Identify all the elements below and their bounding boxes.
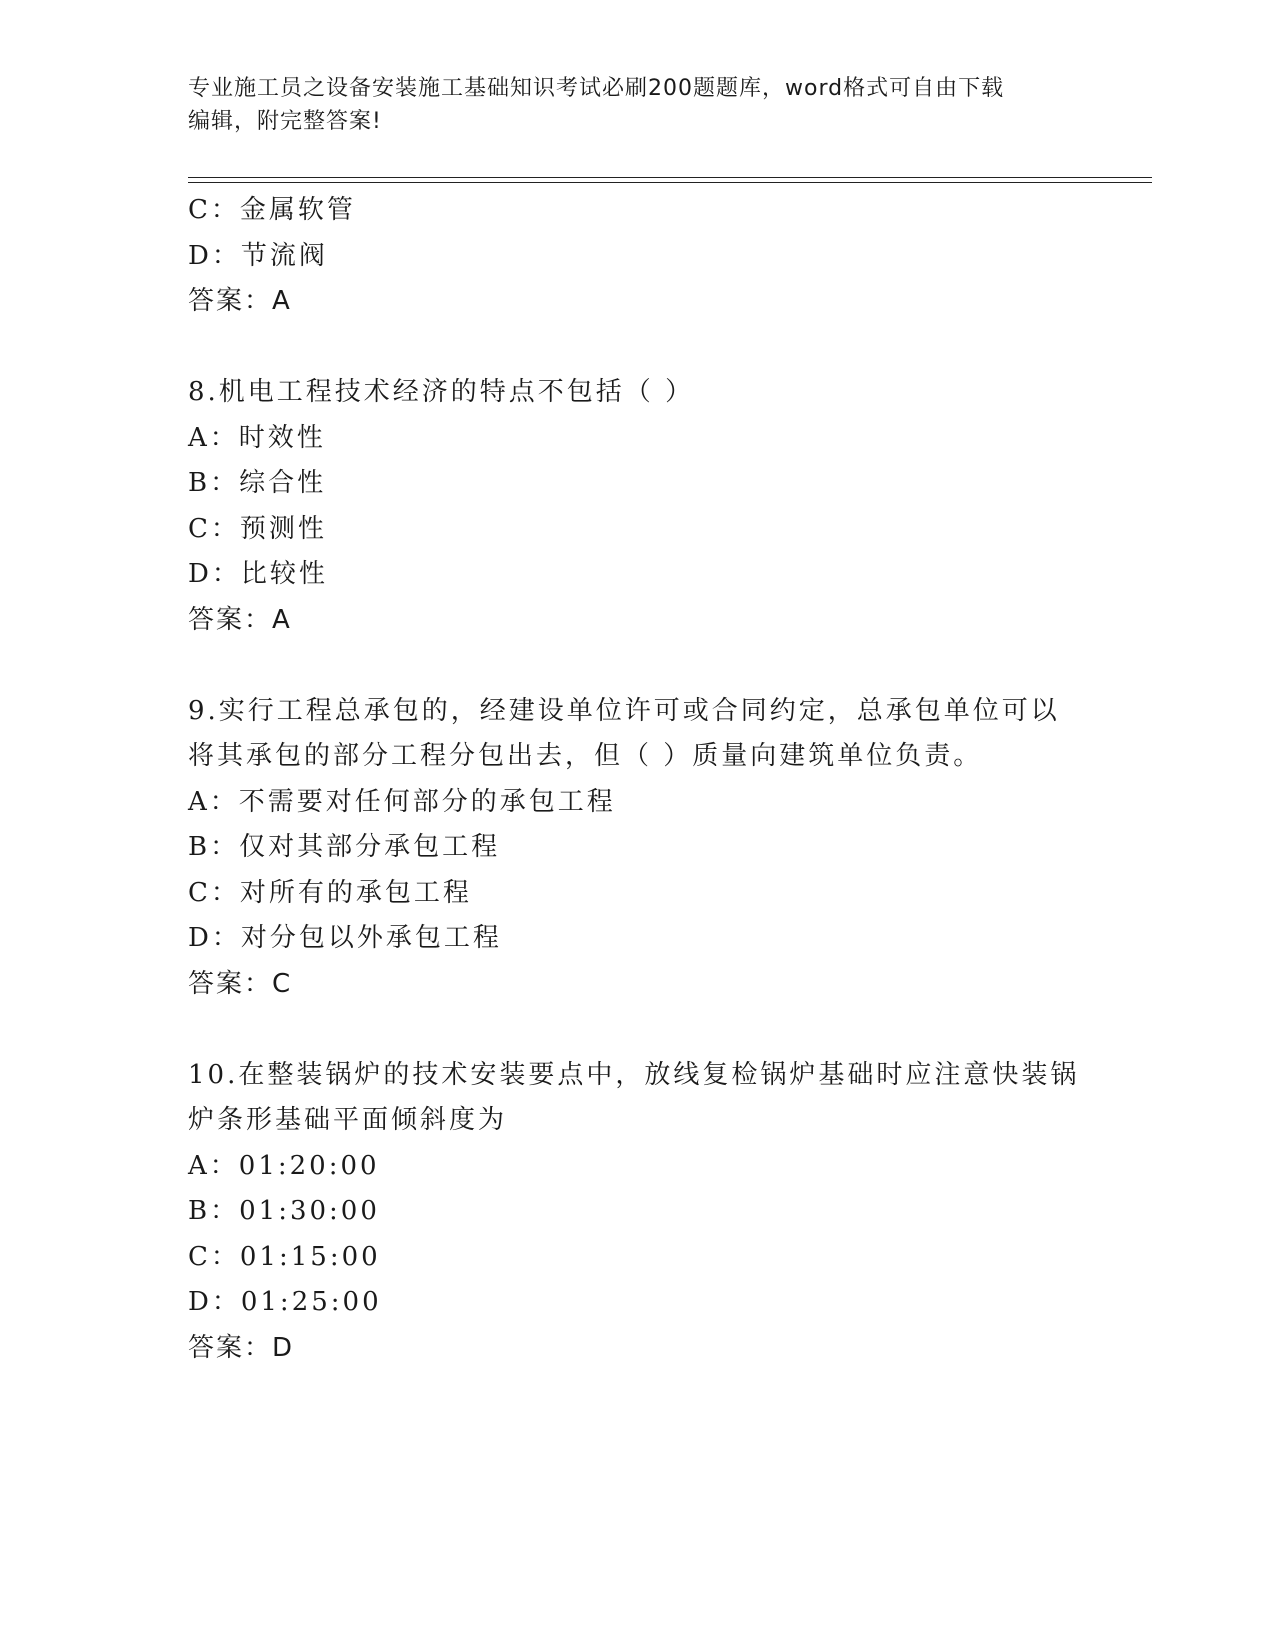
header-title-line-1: 专业施工员之设备安装施工基础知识考试必刷200题题库，word格式可自由下载 — [188, 76, 1005, 101]
prev-answer: 答案：A — [188, 286, 292, 316]
question-10-option-b: B：01:30:00 — [188, 1196, 380, 1226]
question-9-option-b: B：仅对其部分承包工程 — [188, 832, 501, 862]
question-8-option-c: C：预测性 — [188, 513, 327, 544]
question-9-option-a: A：不需要对任何部分的承包工程 — [188, 786, 616, 817]
question-10-option-c: C：01:15:00 — [188, 1241, 381, 1272]
prev-option-d: D：节流阀 — [188, 240, 328, 271]
question-8-stem: 8.机电工程技术经济的特点不包括（ ） — [188, 377, 695, 407]
question-8-option-a: A：时效性 — [188, 422, 326, 453]
document-header — [188, 72, 1068, 138]
prev-option-c: C：金属软管 — [188, 195, 356, 225]
question-10-answer: 答案：D — [188, 1332, 295, 1363]
previous-question-block — [188, 188, 1088, 325]
question-8-answer: 答案：A — [188, 604, 292, 635]
question-8-option-d: D：比较性 — [188, 559, 328, 589]
question-8-block — [188, 370, 1088, 643]
spacer — [188, 325, 1088, 371]
header-divider-bottom — [188, 182, 1152, 183]
question-10-block — [188, 1053, 1088, 1372]
question-8-option-b: B：综合性 — [188, 468, 327, 498]
question-10-stem-line-2: 炉条形基础平面倾斜度为 — [188, 1105, 508, 1135]
question-content — [188, 188, 1088, 1371]
question-10-stem-line-1: 10.在整装锅炉的技术安装要点中，放线复检锅炉基础时应注意快装锅 — [188, 1059, 1080, 1090]
question-9-option-c: C：对所有的承包工程 — [188, 877, 472, 908]
question-10-option-d: D：01:25:00 — [188, 1287, 382, 1317]
question-9-stem-line-1: 9.实行工程总承包的，经建设单位许可或合同约定，总承包单位可以 — [188, 695, 1060, 726]
question-9-stem-line-2: 将其承包的部分工程分包出去，但（ ）质量向建筑单位负责。 — [188, 741, 983, 771]
header-title-line-2: 编辑，附完整答案! — [188, 109, 382, 134]
spacer — [188, 1007, 1088, 1053]
question-9-option-d: D：对分包以外承包工程 — [188, 923, 502, 953]
header-divider-top — [188, 177, 1152, 178]
question-9-block — [188, 689, 1088, 1008]
spacer — [188, 643, 1088, 689]
question-9-answer: 答案：C — [188, 968, 293, 999]
question-10-option-a: A：01:20:00 — [188, 1150, 380, 1181]
